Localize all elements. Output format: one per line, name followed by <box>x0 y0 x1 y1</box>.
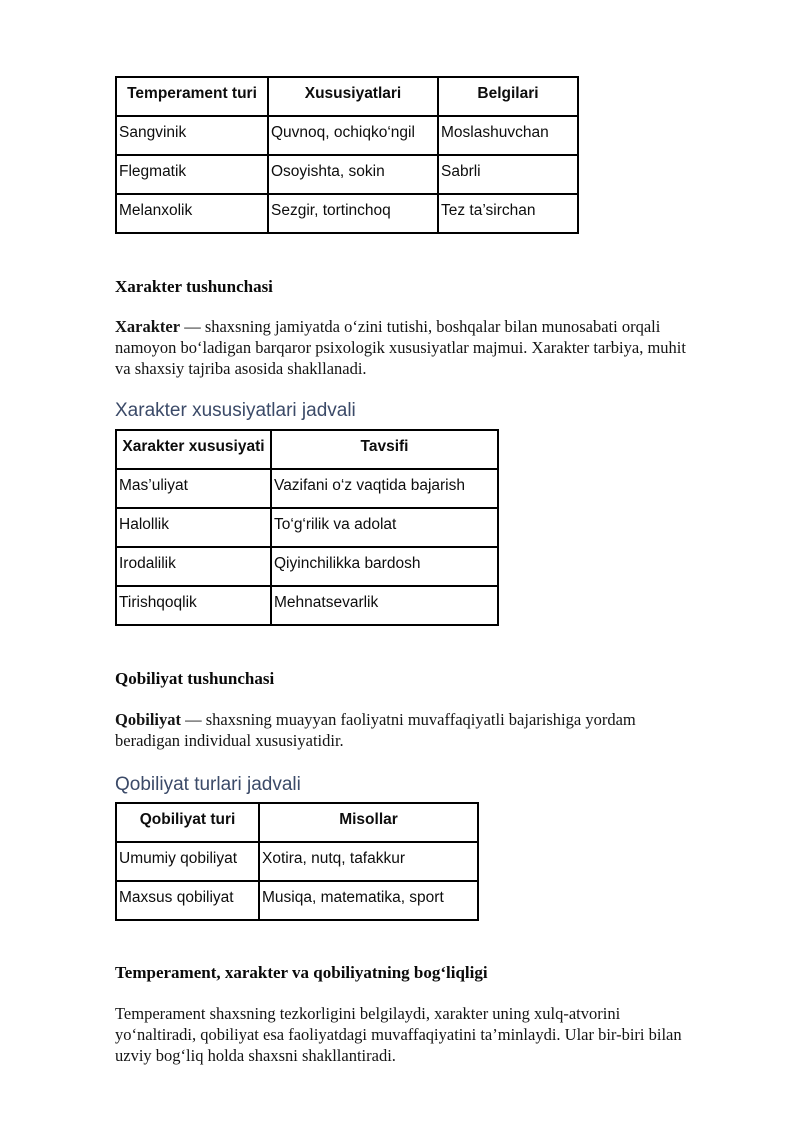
qobiliyat-table <box>115 802 479 921</box>
table-header-row <box>116 803 478 842</box>
table-cell: Osoyishta, sokin <box>268 155 438 194</box>
tavsifi-col-header: Tavsifi <box>271 430 498 469</box>
table-row <box>116 586 498 625</box>
table-cell: Irodalilik <box>116 547 271 586</box>
belgilari-col-header: Belgilari <box>438 77 578 116</box>
table-row <box>116 155 578 194</box>
table-row <box>116 547 498 586</box>
table-row <box>116 469 498 508</box>
xarakter-table <box>115 429 499 626</box>
xarakter-xususiyati-col-header: Xarakter xususiyati <box>116 430 271 469</box>
table-cell: Flegmatik <box>116 155 268 194</box>
table-cell: Xotira, nutq, tafakkur <box>259 842 478 881</box>
table-cell: Mehnatsevarlik <box>271 586 498 625</box>
misollar-col-header: Misollar <box>259 803 478 842</box>
paragraph-xarakter <box>115 316 703 379</box>
table-cell: Sabrli <box>438 155 578 194</box>
table-cell: Moslashuvchan <box>438 116 578 155</box>
table-cell: Mas’uliyat <box>116 469 271 508</box>
table-row <box>116 881 478 920</box>
qobiliyat-turi-col-header: Qobiliyat turi <box>116 803 259 842</box>
table-cell: Musiqa, matematika, sport <box>259 881 478 920</box>
table-cell: Halollik <box>116 508 271 547</box>
section-heading-qobiliyat: Qobiliyat tushunchasi <box>115 669 275 688</box>
paragraph-body-text: — shaxsning jamiyatda o‘zini tutishi, boshqalar bilan munosabati orqali namoyon bo‘ladigan barqaror psixologik xususiyatlar majmui. Xarakter tarbiya, muhit va shaxsiy tajriba asosida shakllanadi. <box>115 317 686 378</box>
table-row <box>116 116 578 155</box>
table-cell: Tez ta’sirchan <box>438 194 578 233</box>
table-cell: Quvnoq, ochiqko‘ngil <box>268 116 438 155</box>
table-cell: Umumiy qobiliyat <box>116 842 259 881</box>
table-header-row <box>116 77 578 116</box>
table-cell: Tirishqoqlik <box>116 586 271 625</box>
table-cell: Melanxolik <box>116 194 268 233</box>
table-heading-xarakter-jadvali: Xarakter xususiyatlari jadvali <box>115 400 356 421</box>
table-cell: Sangvinik <box>116 116 268 155</box>
table-cell: Vazifani o‘z vaqtida bajarish <box>271 469 498 508</box>
paragraph-lead-term: Qobiliyat <box>115 710 182 729</box>
table-cell: To‘g‘rilik va adolat <box>271 508 498 547</box>
temperament-table <box>115 76 579 234</box>
table-row <box>116 842 478 881</box>
paragraph-bogliqlik: Temperament shaxsning tezkorligini belgilaydi, xarakter uning xulq-atvorini yo‘naltiradi, qobiliyat esa faoliyatdagi muvaffaqiyatini ta’minlaydi. Ular bir-biri bilan uzviy bog‘liq holda shaxsni shakllantiradi. <box>115 1004 682 1065</box>
table-row <box>116 508 498 547</box>
table-header-row <box>116 430 498 469</box>
table-cell: Maxsus qobiliyat <box>116 881 259 920</box>
section-heading-bogliqlik: Temperament, xarakter va qobiliyatning bog‘liqligi <box>115 963 488 982</box>
paragraph-body-text: — shaxsning muayyan faoliyatni muvaffaqiyatli bajarishiga yordam beradigan individual xususiyatidir. <box>115 710 636 750</box>
table-heading-qobiliyat-jadvali: Qobiliyat turlari jadvali <box>115 774 301 795</box>
table-cell: Qiyinchilikka bardosh <box>271 547 498 586</box>
paragraph-qobiliyat <box>115 709 703 751</box>
xususiyatlari-col-header: Xususiyatlari <box>268 77 438 116</box>
section-heading-xarakter: Xarakter tushunchasi <box>115 277 273 296</box>
table-cell: Sezgir, tortinchoq <box>268 194 438 233</box>
temperament-col-header: Temperament turi <box>116 77 268 116</box>
table-row <box>116 194 578 233</box>
paragraph-lead-term: Xarakter <box>115 317 181 336</box>
